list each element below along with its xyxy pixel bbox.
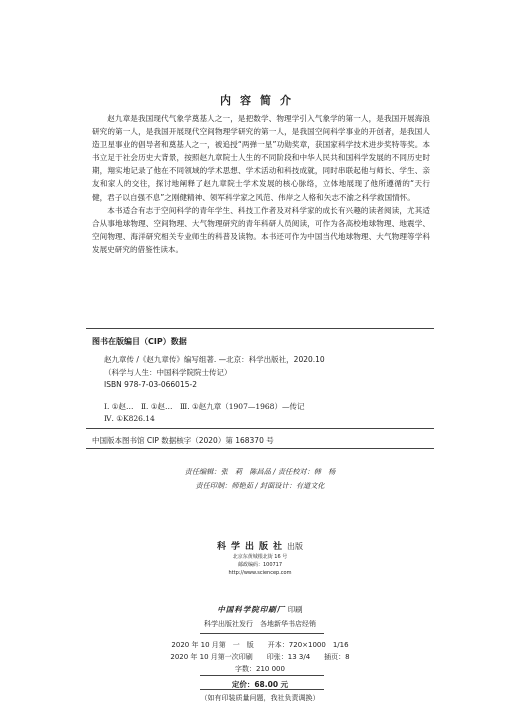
price: 定价：68.00 元 [231, 680, 289, 689]
spec-divider-top [200, 633, 324, 634]
word-count: 字数：210 000 [235, 665, 285, 673]
cip-heading: 图书在版编目（CIP）数据 [92, 337, 187, 346]
summary-section [92, 112, 430, 256]
printer-suffix: 印刷 [287, 605, 303, 614]
cip-classification-1: Ⅰ. ①赵… Ⅱ. ①赵… Ⅲ. ①赵九章（1907—1968）—传记 [104, 402, 305, 411]
quality-note: （如有印装质量问题，我社负责调换） [200, 694, 320, 702]
divider-middle [86, 428, 434, 429]
summary-paragraph-2: 本书适合有志于空间科学的青年学生、科技工作者及对科学家的成长有兴趣的读者阅读，尤其适合从事地球物理、空间物理、大气物理研究的青年科研人员阅读，可作为各高校地球物理、地震学、空间物理、海洋研究相关专业师生的科普及读物。本书还可作为中国当代地球物理、大气物理等学科发展史研究的借鉴性读本。 [92, 205, 430, 254]
staff-editors: 责任编辑：张 莉 陈昌品 / 责任校对：韩 杨 [184, 467, 336, 476]
cip-record-number: 中国版本图书馆 CIP 数据核字（2020）第 168370 号 [92, 436, 274, 445]
summary-paragraph-1: 赵九章是我国现代气象学奠基人之一，是把数学、物理学引入气象学的第一人，是我国开展海浪研究的第一人，是我国开展现代空间物理学研究的第一人，是我国空间科学事业的开创者，是我国人造卫星事业的倡导者和奠基人之一，被追授“两弹一星”功勋奖章，获国家科学技术进步奖特等奖。本书立足于社会历史大背景，按照赵九章院士人生的不同阶段和中华人民共和国科学发展的不同历史时期，翔实地记录了他在不同领域的学术思想、学术活动和科技成就，同时串联起他与师长、学生、亲友和家人的交往，探讨地阐释了赵九章院士学术发展的核心脉络，立体地展现了他所遵循的“天行健，君子以自强不息”之刚健精神、领军科学家之风范、伟岸之人格和矢志不渝之科学救国情怀。 [92, 114, 430, 202]
publisher-line [0, 539, 520, 552]
publisher-address: 北京东黄城根北街 16 号 [232, 554, 288, 560]
printing-line: 2020 年 10 月第一次印刷 印张：13 3/4 插页：8 [170, 653, 350, 661]
printer-line [0, 604, 520, 615]
cip-catalog-line: 赵九章传 /《赵九章传》编写组著. —北京：科学出版社，2020.10 [104, 355, 325, 364]
cip-series-line: （科学与人生：中国科学院院士传记） [104, 368, 232, 377]
spec-divider-bottom [200, 689, 324, 690]
publisher-name: 科学出版社 [216, 542, 287, 552]
publisher-postcode: 邮政编码：100717 [237, 562, 283, 568]
cip-classification-2: Ⅳ. ①K826.14 [104, 414, 155, 423]
cip-isbn: ISBN 978-7-03-066015-2 [104, 380, 197, 389]
edition-line: 2020 年 10 月第 一 版 开本：720×1000 1/16 [171, 641, 349, 649]
staff-production: 责任印制：师艳茹 / 封面设计：有道文化 [195, 481, 325, 490]
publisher-website: http://www.sciencep.com [228, 570, 292, 576]
page-title: 内容简介 [220, 94, 300, 107]
divider-top [86, 328, 434, 329]
spec-divider-middle [200, 675, 324, 676]
publisher-suffix: 出版 [287, 542, 303, 551]
divider-bottom [86, 448, 434, 449]
printer-name: 中国科学院印刷厂 [217, 605, 286, 614]
distribution-line: 科学出版社发行 各地新华书店经销 [204, 620, 316, 628]
